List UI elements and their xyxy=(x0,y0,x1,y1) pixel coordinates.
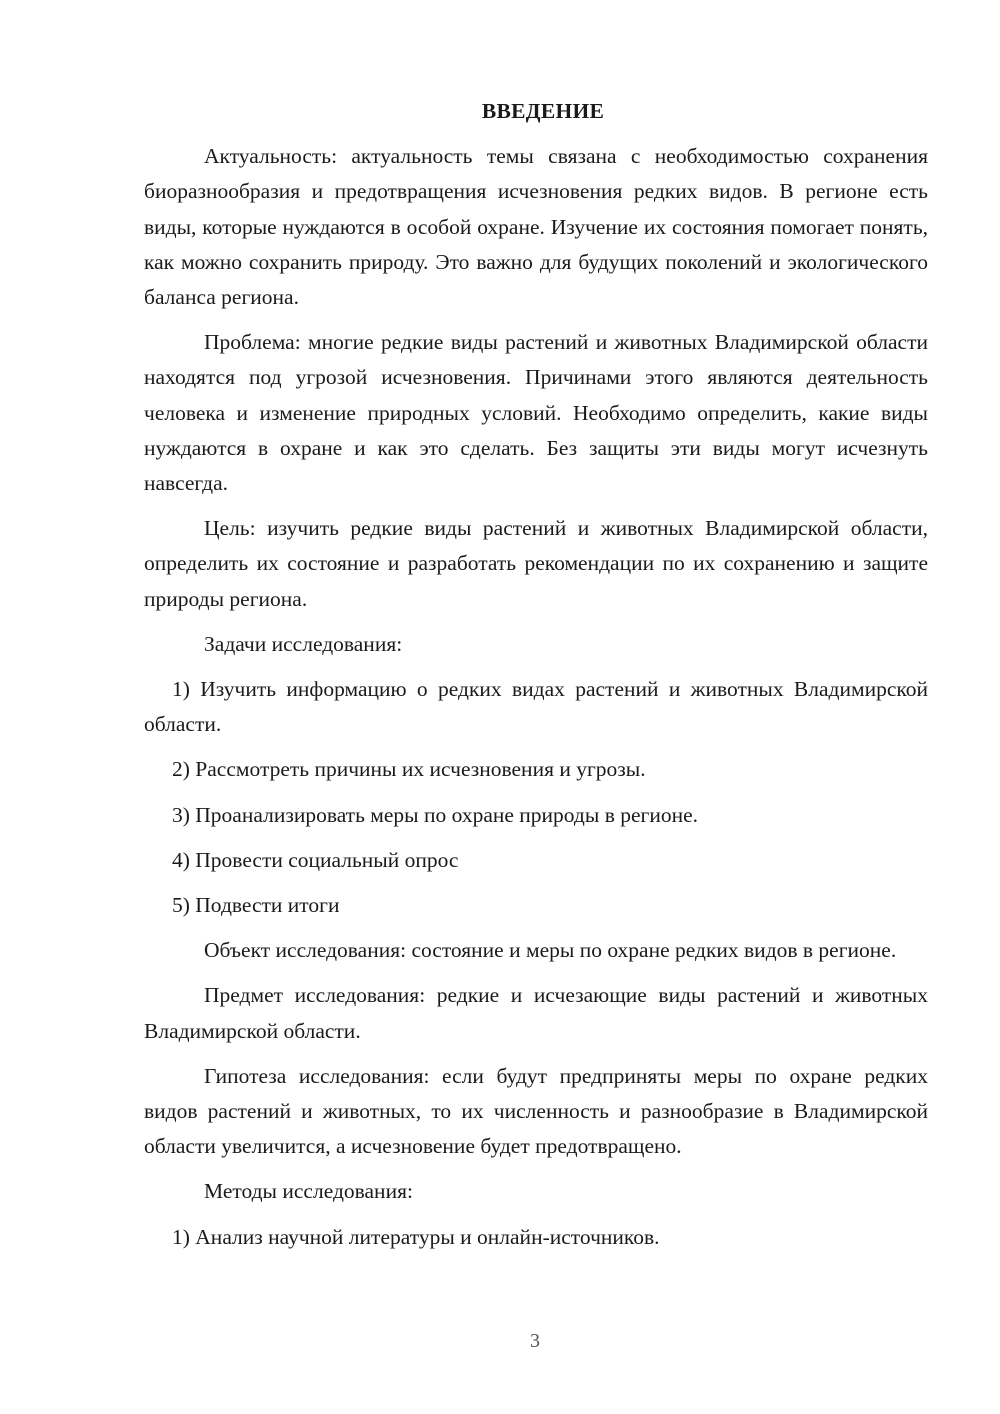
section-heading: ВВЕДЕНИЕ xyxy=(481,99,605,123)
page-number: 3 xyxy=(530,1330,540,1352)
task-item-4: 4) Провести социальный опрос xyxy=(172,847,459,872)
task-item-2: 2) Рассмотреть причины их исчезновения и угрозы. xyxy=(172,757,646,782)
object-paragraph: Объект исследования: состояние и меры по охране редких видов в регионе. xyxy=(204,938,897,963)
page-content xyxy=(144,94,928,1265)
task-item-3: 3) Проанализировать меры по охране природы в регионе. xyxy=(172,802,699,827)
goal-paragraph: Цель: изучить редкие виды растений и животных Владимирской области, определить их состояние и разработать рекомендации по их сохранению и защите природы региона. xyxy=(144,516,928,611)
tasks-title: Задачи исследования: xyxy=(204,631,403,656)
task-item-1: 1) Изучить информацию о редких видах растений и животных Владимирской области. xyxy=(144,677,928,737)
methods-title: Методы исследования: xyxy=(204,1179,413,1204)
task-item-5: 5) Подвести итоги xyxy=(172,893,340,918)
method-item-1: 1) Анализ научной литературы и онлайн-источников. xyxy=(172,1224,660,1249)
hypothesis-paragraph: Гипотеза исследования: если будут предприняты меры по охране редких видов растений и животных, то их численность и разнообразие в Владимирской области увеличится, а исчезновение будет предотвращено. xyxy=(144,1063,928,1159)
relevance-paragraph: Актуальность: актуальность темы связана с необходимостью сохранения биоразнообразия и предотвращения исчезновения редких видов. В регионе есть виды, которые нуждаются в особой охране. Изучение их состояния помогает понять, как можно сохранить природу. Это важно для будущих поколений и экологического баланса региона. xyxy=(144,144,928,310)
problem-paragraph: Проблема: многие редкие виды растений и животных Владимирской области находятся под угрозой исчезновения. Причинами этого являются деятельность человека и изменение природных условий. Необходимо определить, какие виды нуждаются в охране и как это сделать. Без защиты эти виды могут исчезнуть навсегда. xyxy=(144,330,928,496)
subject-paragraph: Предмет исследования: редкие и исчезающие виды растений и животных Владимирской области. xyxy=(144,983,928,1043)
